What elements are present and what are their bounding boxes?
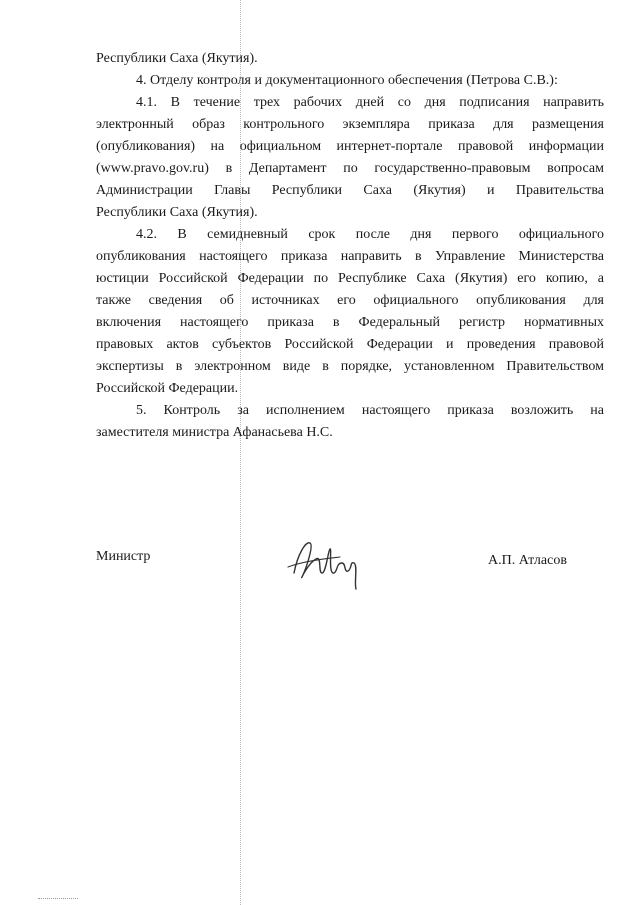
document-line: включения настоящего приказа в Федеральный регистр нормативных — [96, 315, 604, 330]
document-line: Российской Федерации. — [96, 381, 239, 396]
signature-block — [96, 545, 604, 605]
document-line: опубликования настоящего приказа направить в Управление Министерства — [96, 249, 604, 264]
document-line: Республики Саха (Якутия). — [96, 205, 258, 220]
document-line: экспертизы в электронном виде в порядке, установленном Правительством — [96, 359, 604, 374]
signatory-name: А.П. Атласов — [488, 553, 567, 568]
signatory-title: Министр — [96, 549, 151, 564]
document-line: 4.1. В течение трех рабочих дней со дня подписания направить — [136, 95, 604, 110]
handwritten-signature — [284, 533, 374, 593]
document-line: электронный образ контрольного экземпляра приказа для размещения — [96, 117, 604, 132]
document-line: 4.2. В семидневный срок после дня первого официального — [136, 227, 604, 242]
document-line: 5. Контроль за исполнением настоящего приказа возложить на — [136, 403, 604, 418]
document-line: (www.pravo.gov.ru) в Департамент по государственно-правовым вопросам — [96, 161, 604, 176]
document-line: также сведения об источниках его официального опубликования для — [96, 293, 604, 308]
document-line: (опубликования) на официальном интернет-портале правовой информации — [96, 139, 604, 154]
document-line: Администрации Главы Республики Саха (Якутия) и Правительства — [96, 183, 604, 198]
scan-edge-mark — [38, 898, 78, 901]
document-line: Республики Саха (Якутия). — [96, 51, 258, 66]
document-line: 4. Отделу контроля и документационного обеспечения (Петрова С.В.): — [136, 73, 558, 88]
document-body — [96, 48, 604, 444]
document-line: заместителя министра Афанасьева Н.С. — [96, 425, 333, 440]
document-line: юстиции Российской Федерации по Республике Саха (Якутия) его копию, а — [96, 271, 604, 286]
document-line: правовых актов субъектов Российской Федерации и проведения правовой — [96, 337, 604, 352]
